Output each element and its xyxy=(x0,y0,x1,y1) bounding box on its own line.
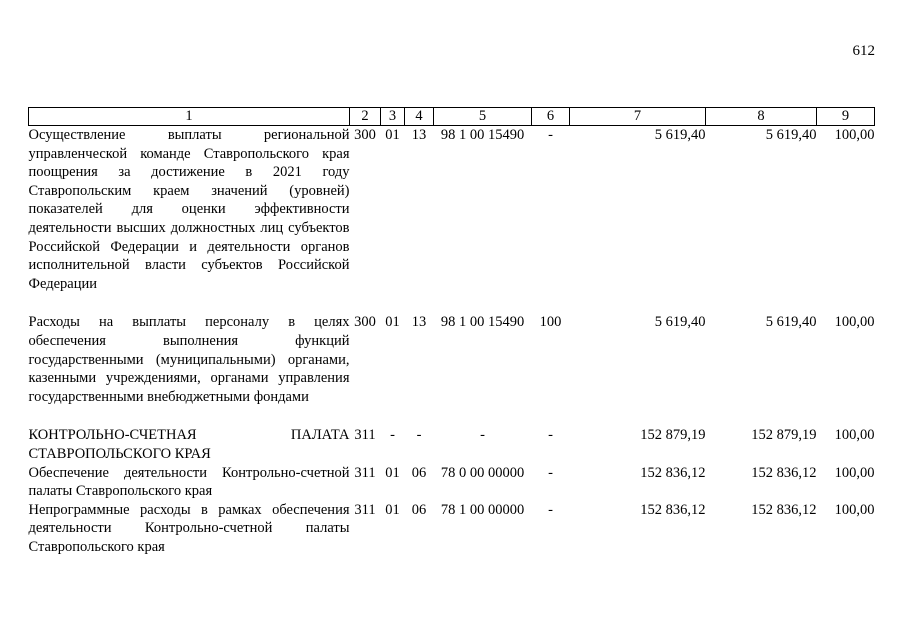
row-value-8: 5 619,40 xyxy=(765,314,817,331)
row-code-5: 98 1 00 15490 xyxy=(440,127,525,143)
row-code-6: - xyxy=(548,464,553,481)
row-value-9: 100,00 xyxy=(834,464,875,481)
row-code-6: - xyxy=(548,127,553,143)
row-value-9: 100,00 xyxy=(834,314,875,331)
row-code-4: 06 xyxy=(411,464,427,481)
row-value-7: 152 836,12 xyxy=(640,464,706,481)
row-value-8: 152 836,12 xyxy=(751,501,817,518)
row-value-8: 5 619,40 xyxy=(765,127,817,143)
row-value-7: 152 879,19 xyxy=(640,427,706,444)
table-row xyxy=(29,126,875,314)
row-name: Непрограммные расходы в рамках обеспечения деятельности Контрольно-счетной палаты Ставропольского края xyxy=(28,501,350,555)
page-number: 612 xyxy=(852,43,875,59)
row-code-3: 01 xyxy=(385,501,400,518)
column-header-9: 9 xyxy=(817,108,875,126)
column-header-6: 6 xyxy=(532,108,570,126)
row-value-9: 100,00 xyxy=(834,127,875,143)
row-name: КОНТРОЛЬНО-СЧЕТНАЯ ПАЛАТА СТАВРОПОЛЬСКОГО КРАЯ xyxy=(28,427,350,462)
row-code-3: 01 xyxy=(385,314,400,331)
row-code-6: 100 xyxy=(539,314,562,331)
row-code-4: - xyxy=(416,427,422,444)
row-value-7: 5 619,40 xyxy=(654,127,706,143)
row-value-7: 152 836,12 xyxy=(640,501,706,518)
row-code-5: 78 1 00 00000 xyxy=(440,501,525,518)
row-code-2: 311 xyxy=(354,427,376,444)
row-value-8: 152 836,12 xyxy=(751,464,817,481)
row-code-3: - xyxy=(390,427,395,444)
column-header-7: 7 xyxy=(570,108,706,126)
row-code-2: 300 xyxy=(354,127,376,143)
table-row xyxy=(29,501,875,557)
table-row xyxy=(29,464,875,501)
row-value-9: 100,00 xyxy=(834,427,875,444)
row-name: Осуществление выплаты региональной управленческой команде Ставропольского края поощрения за достижение в 2021 году Ставропольским краем значений (уровней) показателей для оценки эффективности деятельности высших должностных лиц субъектов Российской Федерации и деятельности органов исполнительной власти субъектов Российской Федерации xyxy=(28,127,350,292)
row-code-6: - xyxy=(548,427,553,444)
column-header-5: 5 xyxy=(434,108,532,126)
row-code-2: 300 xyxy=(354,314,376,331)
column-header-1: 1 xyxy=(29,108,350,126)
row-code-4: 13 xyxy=(411,127,427,143)
table-row xyxy=(29,426,875,463)
row-code-2: 311 xyxy=(354,501,376,518)
row-code-3: 01 xyxy=(385,464,400,481)
row-code-4: 13 xyxy=(411,314,427,331)
budget-table xyxy=(28,107,875,556)
column-header-3: 3 xyxy=(381,108,405,126)
row-code-5: 78 0 00 00000 xyxy=(440,464,525,481)
row-code-5: - xyxy=(480,427,485,444)
row-code-2: 311 xyxy=(354,464,376,481)
column-header-4: 4 xyxy=(405,108,434,126)
table-row xyxy=(29,313,875,426)
row-code-5: 98 1 00 15490 xyxy=(440,314,525,331)
row-value-9: 100,00 xyxy=(834,501,875,518)
table-header xyxy=(29,108,875,126)
row-value-7: 5 619,40 xyxy=(654,314,706,331)
row-code-4: 06 xyxy=(411,501,427,518)
column-header-2: 2 xyxy=(350,108,381,126)
row-code-3: 01 xyxy=(385,127,400,143)
row-name: Обеспечение деятельности Контрольно-счетной палаты Ставропольского края xyxy=(28,464,350,500)
column-header-8: 8 xyxy=(706,108,817,126)
row-name: Расходы на выплаты персоналу в целях обеспечения выполнения функций государственными (муниципальными) органами, казенными учреждениями, органами управления государственными внебюджетными фондами xyxy=(28,314,350,405)
row-code-6: - xyxy=(548,501,553,518)
row-value-8: 152 879,19 xyxy=(751,427,817,444)
